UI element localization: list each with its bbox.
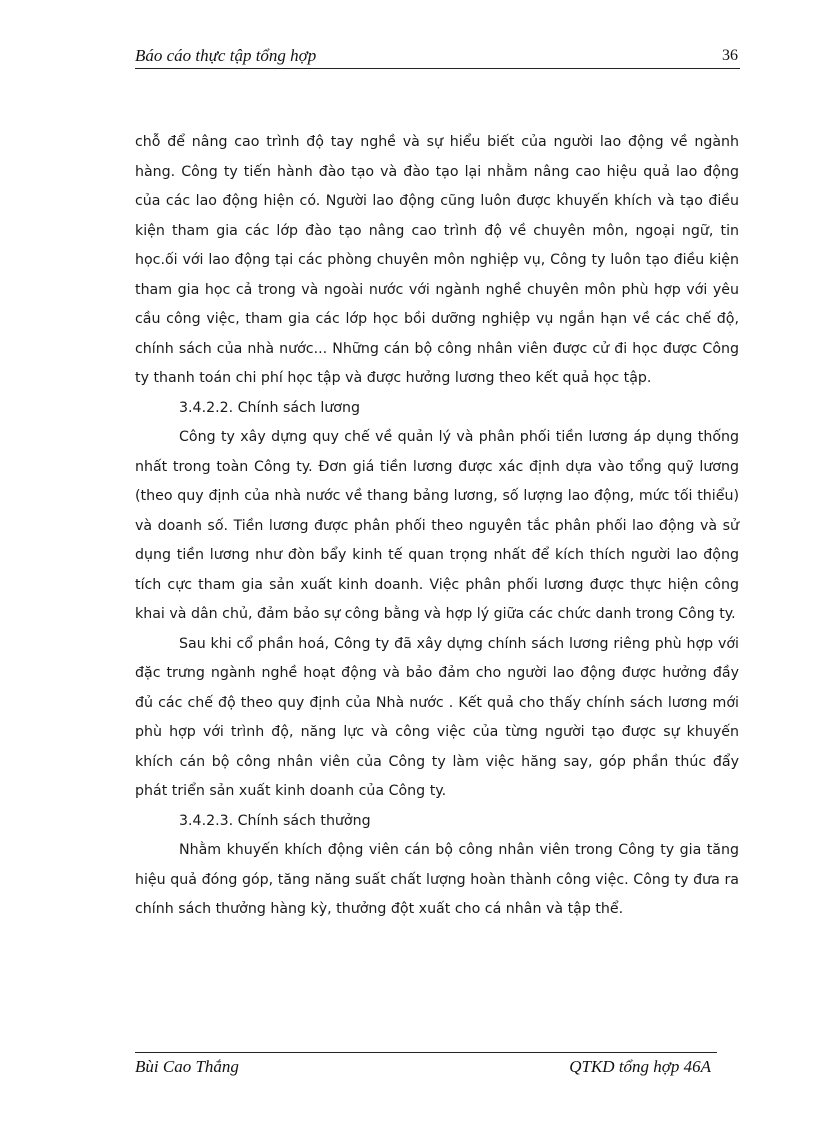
header-title: Báo cáo thực tập tổng hợp bbox=[135, 46, 317, 65]
document-body bbox=[135, 128, 739, 925]
section-heading-bonus: 3.4.2.3. Chính sách thưởng bbox=[179, 812, 371, 829]
paragraph-bonus-policy: Nhằm khuyến khích động viên cán bộ công nhân viên trong Công ty gia tăng hiệu quả đóng góp, tăng năng suất chất lượng hoàn thành công việc. Công ty đưa ra chính sách thưởng hàng kỳ, thưởng đột xuất cho cá nhân và tập thể. bbox=[135, 842, 739, 917]
footer-divider bbox=[135, 1052, 717, 1053]
page-header bbox=[135, 46, 740, 69]
section-heading-salary: 3.4.2.2. Chính sách lương bbox=[179, 399, 360, 416]
page-number: 36 bbox=[722, 47, 738, 64]
paragraph-training-continuation: chỗ để nâng cao trình độ tay nghề và sự hiểu biết của người lao động về ngành hàng. Công ty tiến hành đào tạo và đào tạo lại nhằm nâng cao hiệu quả lao động của các lao động hiện có. Người lao động cũng luôn được khuyến khích và tạo điều kiện tham gia các lớp đào tạo nâng cao trình độ về chuyên môn, ngoại ngữ, tin học.ối với lao động tại các phòng chuyên môn nghiệp vụ, Công ty luôn tạo điều kiện tham gia học cả trong và ngoài nước với ngành nghề chuyên môn phù hợp với yêu cầu công việc, tham gia các lớp học bồi dưỡng nghiệp vụ ngắn hạn về các chế độ, chính sách của nhà nước... Những cán bộ công nhân viên được cử đi học được Công ty thanh toán chi phí học tập và được hưởng lương theo kết quả học tập. bbox=[135, 134, 739, 386]
paragraph-salary-policy: Công ty xây dựng quy chế về quản lý và phân phối tiền lương áp dụng thống nhất trong toàn Công ty. Đơn giá tiền lương được xác định dựa vào tổng quỹ lương (theo quy định của nhà nước về thang bảng lương, số lượng lao động, mức tối thiểu) và doanh số. Tiền lương được phân phối theo nguyên tắc phân phối lao động và sử dụng tiền lương như đòn bẩy kinh tế quan trọng nhất để kích thích người lao động tích cực tham gia sản xuất kinh doanh. Việc phân phối lương được thực hiện công khai và dân chủ, đảm bảo sự công bằng và hợp lý giữa các chức danh trong Công ty. bbox=[135, 429, 739, 622]
footer-department: QTKD tổng hợp 46A bbox=[569, 1057, 711, 1076]
footer-author: Bùi Cao Thắng bbox=[135, 1057, 239, 1076]
paragraph-salary-equitization: Sau khi cổ phần hoá, Công ty đã xây dựng chính sách lương riêng phù hợp với đặc trưng ngành nghề hoạt động và bảo đảm cho người lao động được hưởng đầy đủ các chế độ theo quy định của Nhà nước . Kết quả cho thấy chính sách lương mới phù hợp với trình độ, năng lực và công việc của từng người tạo được sự khuyến khích cán bộ công nhân viên của Công ty làm việc hăng say, góp phần thúc đẩy phát triển sản xuất kinh doanh của Công ty. bbox=[135, 635, 739, 799]
